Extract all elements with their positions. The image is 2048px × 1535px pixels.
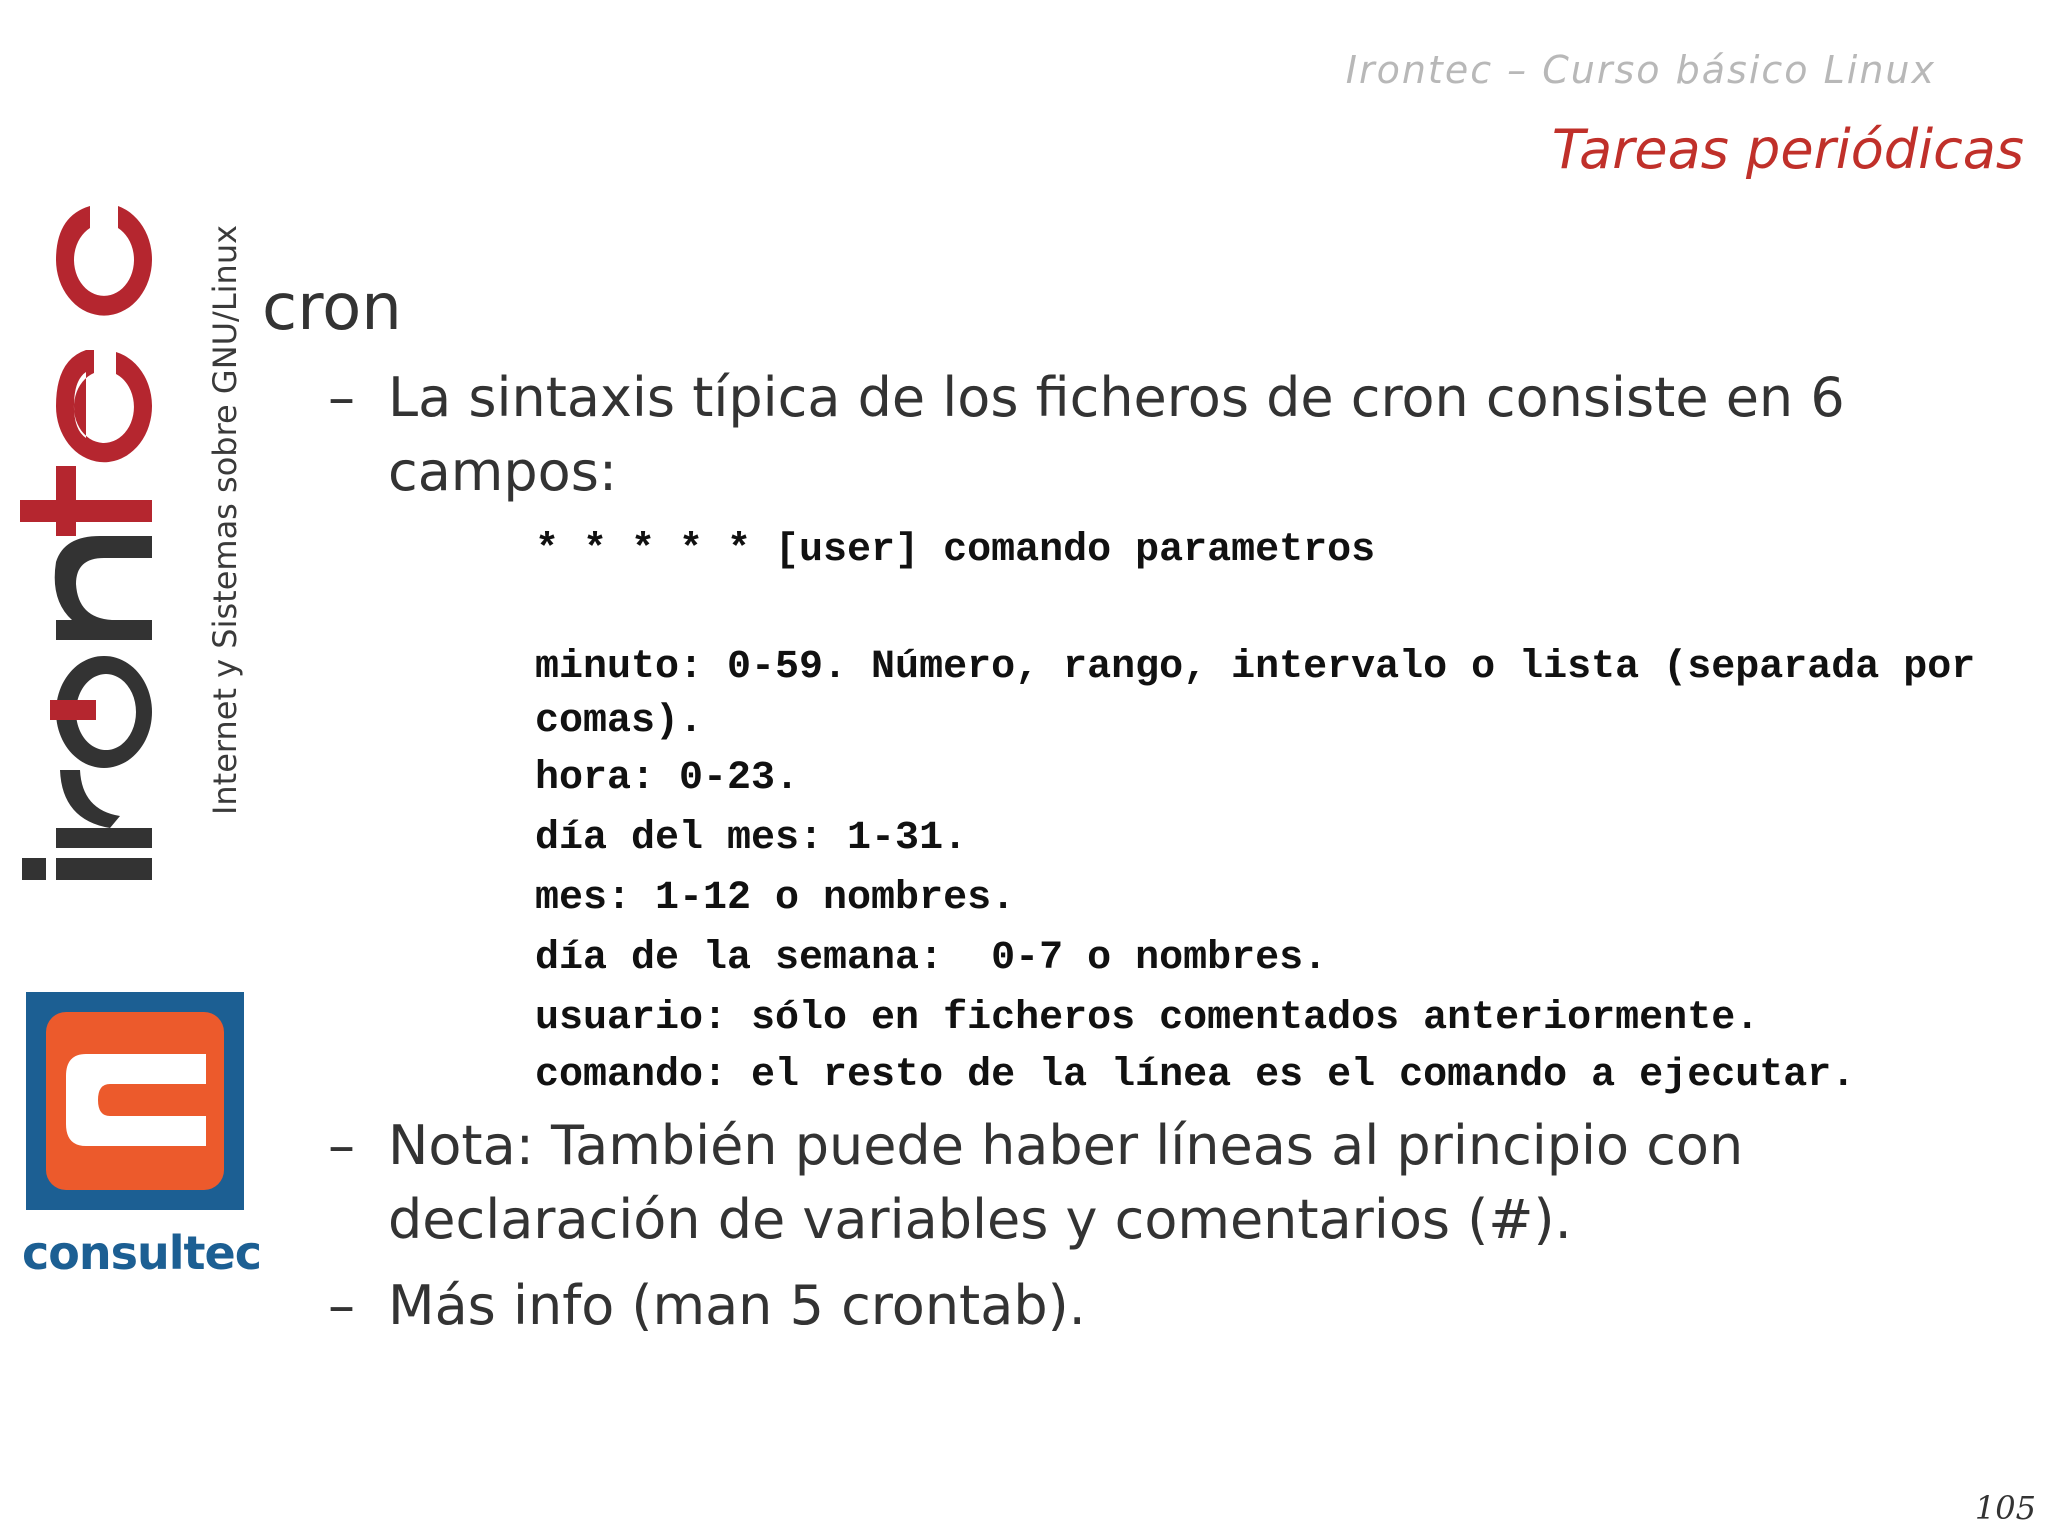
slide-heading: cron bbox=[262, 271, 402, 345]
logo-r-arm bbox=[60, 770, 120, 828]
consultec-logo bbox=[26, 992, 244, 1210]
consultec-wordmark: consultec bbox=[22, 1226, 261, 1280]
code-field-minuto: minuto: 0-59. Número, rango, intervalo o lista (separada por comas). bbox=[535, 644, 2000, 744]
bullet-text: Más info (man 5 crontab). bbox=[388, 1273, 1086, 1337]
slide-content bbox=[262, 270, 2022, 1343]
course-title: Irontec – Curso básico Linux bbox=[1345, 48, 1936, 92]
bullet-mas-info bbox=[262, 1269, 2028, 1343]
logo-e bbox=[56, 350, 152, 462]
logo-t-bar bbox=[56, 466, 76, 536]
code-spacer bbox=[535, 581, 2035, 641]
code-field-hora: hora: 0-23. bbox=[535, 755, 800, 801]
logo-n bbox=[55, 536, 152, 640]
code-field-mes: mes: 1-12 o nombres. bbox=[535, 875, 1016, 921]
bullet-dash: – bbox=[328, 1273, 355, 1337]
logo-tagline: Internet y Sistemas sobre GNU/Linux bbox=[206, 224, 244, 816]
logo-tagline-container bbox=[205, 160, 245, 880]
bullet-spacer bbox=[262, 1257, 2022, 1269]
code-syntax-line: * * * * * [user] comando parametros bbox=[535, 527, 1376, 573]
code-block bbox=[535, 521, 2035, 1103]
code-field-usuario: usuario: sólo en ficheros comentados anteriormente. bbox=[535, 995, 1760, 1041]
logo-i-stem bbox=[56, 858, 152, 880]
bullet-dash: – bbox=[328, 365, 355, 429]
logo-o-accent bbox=[50, 700, 96, 720]
bullet-text: Nota: También puede haber líneas al principio con declaración de variables y comentarios (#). bbox=[388, 1113, 1744, 1251]
bullet-nota bbox=[262, 1109, 2028, 1257]
page-number: 105 bbox=[1974, 1489, 2036, 1527]
logo-c bbox=[56, 206, 152, 316]
code-field-dia-semana: día de la semana: 0-7 o nombres. bbox=[535, 935, 1328, 981]
bullet-dash: – bbox=[328, 1113, 355, 1177]
section-title: Tareas periódicas bbox=[1551, 118, 2024, 181]
bullet-text: La sintaxis típica de los ficheros de cron consiste en 6 campos: bbox=[388, 365, 1845, 503]
bullet-syntax bbox=[262, 361, 2028, 509]
code-field-dia-mes: día del mes: 1-31. bbox=[535, 815, 968, 861]
logo-r-stem bbox=[56, 828, 152, 848]
code-field-comando: comando: el resto de la línea es el comando a ejecutar. bbox=[535, 1052, 1856, 1098]
logo-i-dot bbox=[22, 858, 46, 880]
logo-t-stem bbox=[20, 500, 152, 522]
